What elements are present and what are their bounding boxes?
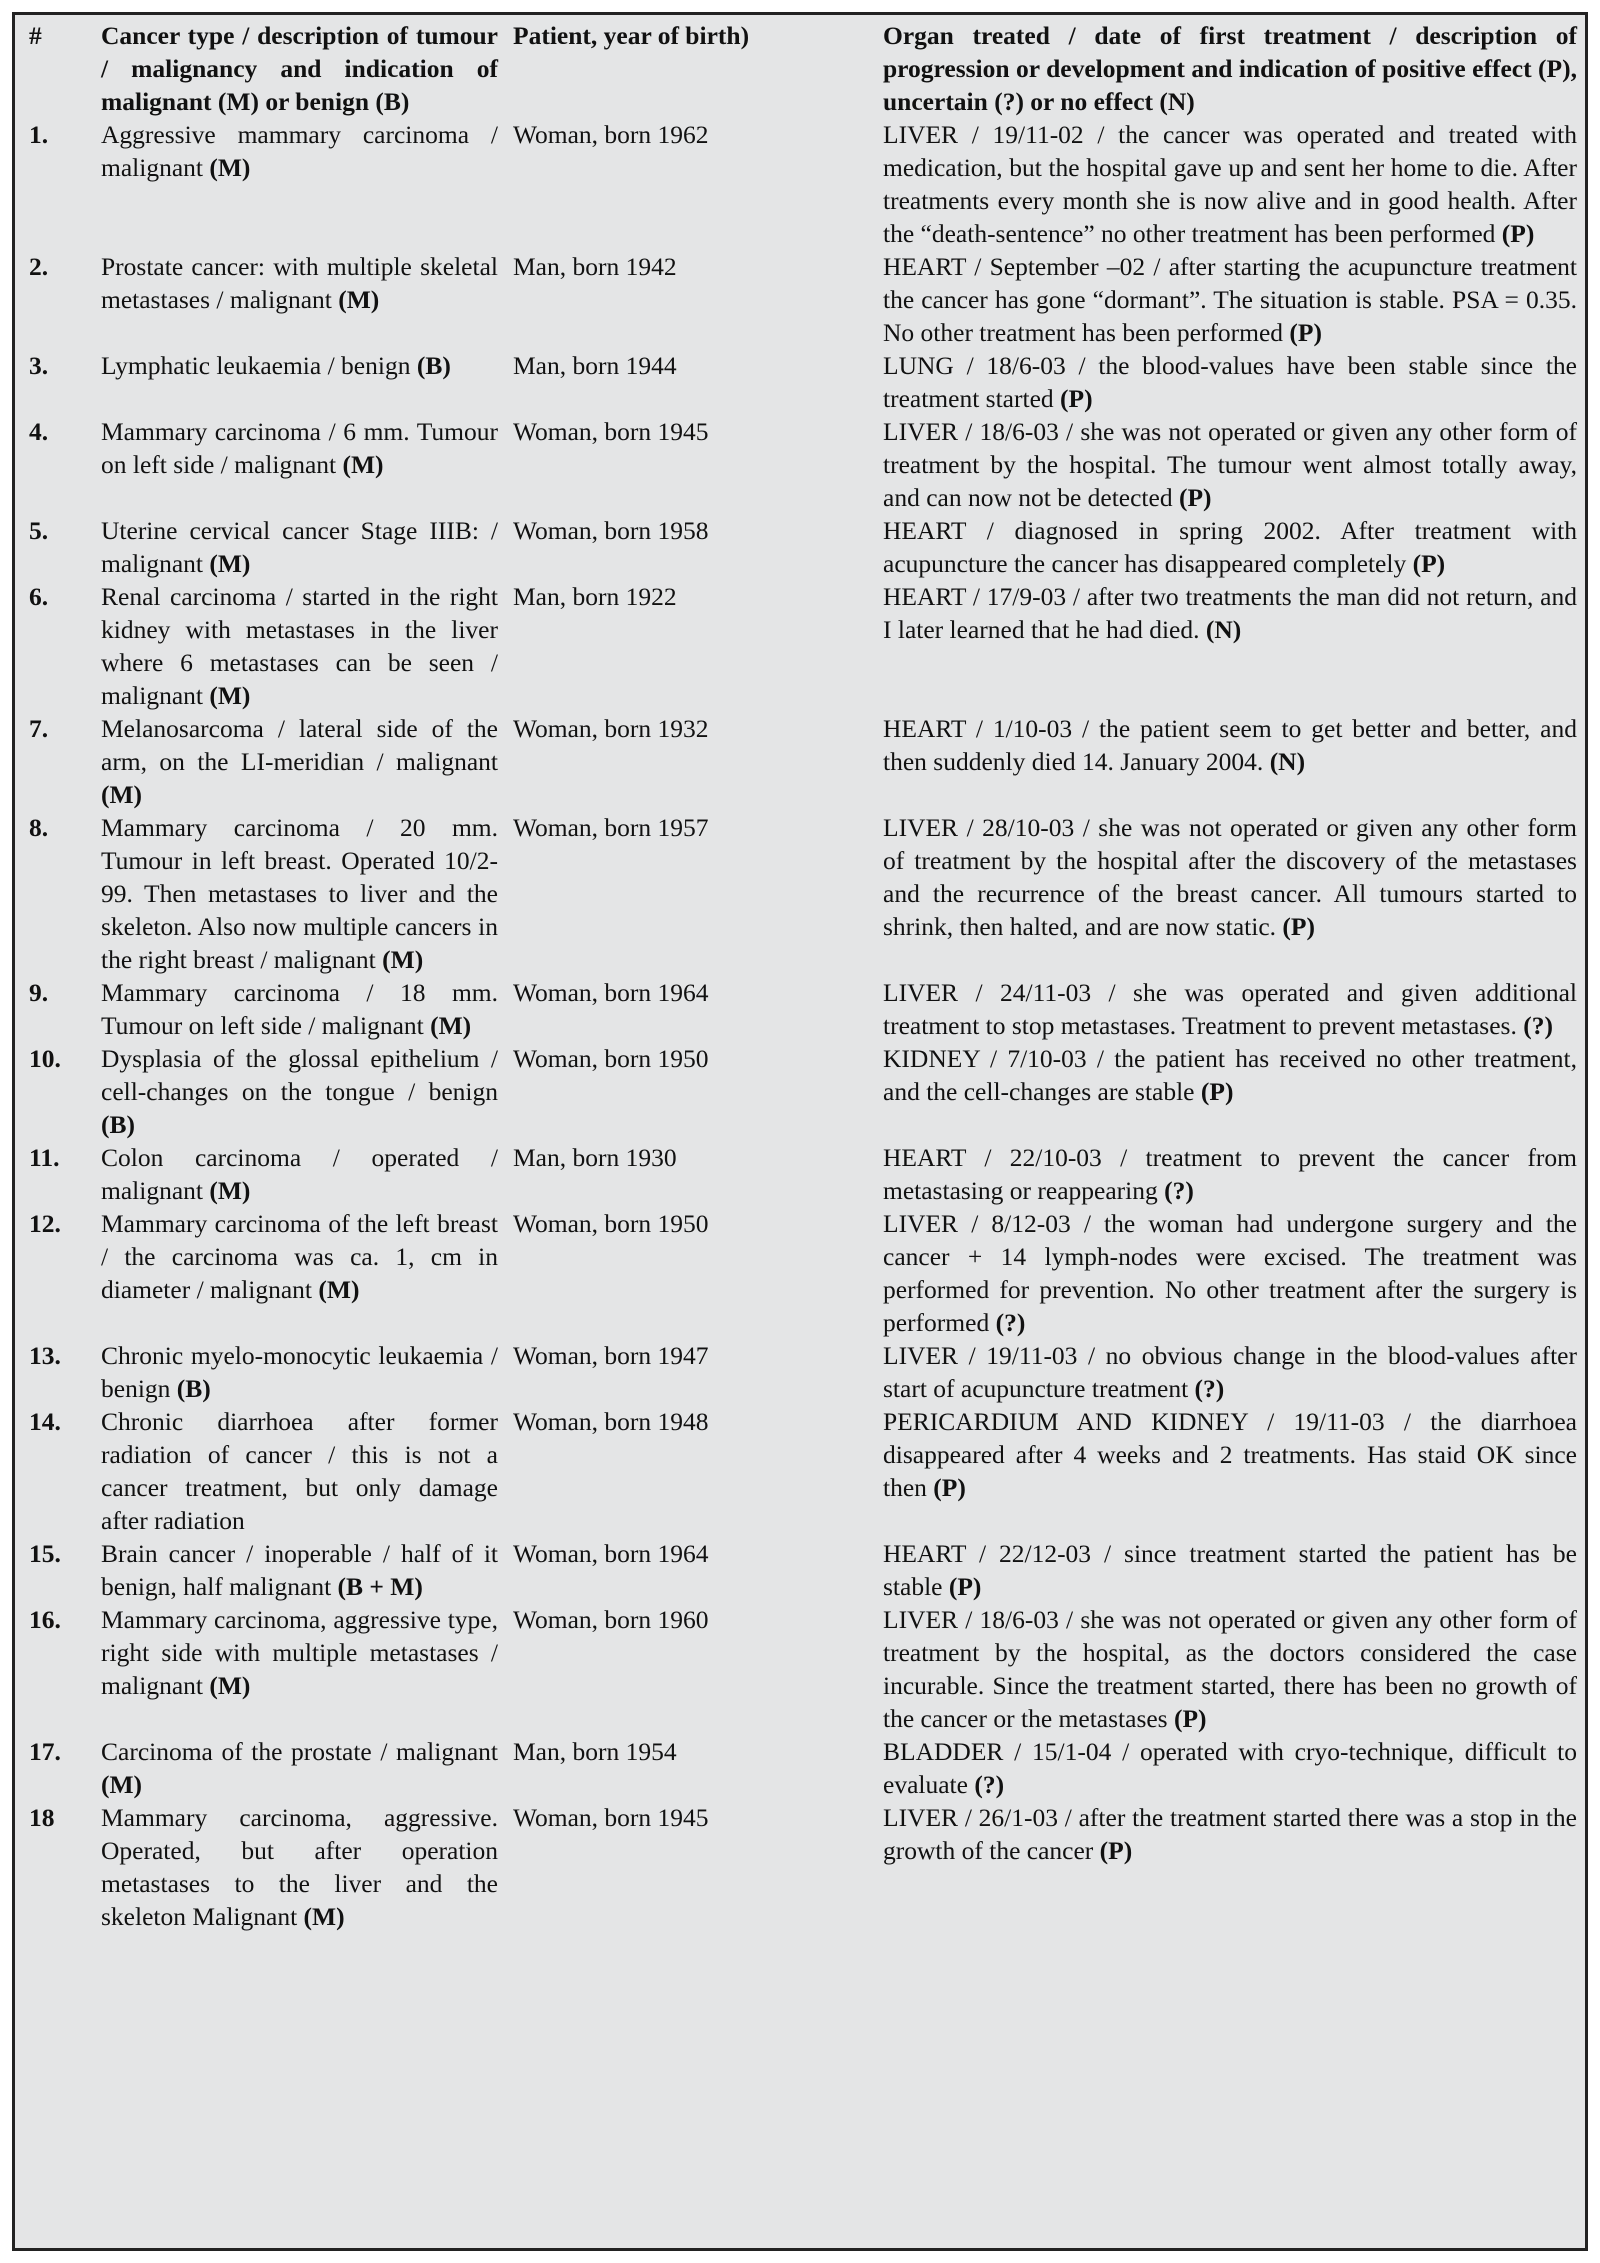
table-row xyxy=(23,1603,1577,1735)
cancer-type-text: Colon carcinoma / operated / malignant xyxy=(101,1143,498,1205)
organ-cell xyxy=(883,1207,1577,1339)
gap xyxy=(498,1537,513,1603)
table-row xyxy=(23,1405,1577,1537)
malignancy-code: (M) xyxy=(101,780,143,809)
table-row xyxy=(23,1339,1577,1405)
document-frame xyxy=(12,12,1588,2251)
malignancy-code: (M) xyxy=(303,1902,345,1931)
malignancy-code: (B) xyxy=(101,1110,135,1139)
organ-cell xyxy=(883,1339,1577,1405)
table-row xyxy=(23,1537,1577,1603)
cancer-type-cell xyxy=(101,250,498,349)
header-organ: Organ treated / date of first treatment / description of progression or development and indication of positive effect (P), uncertain (?) or no effect (N) xyxy=(883,21,1577,116)
patient-cell: Woman, born 1964 xyxy=(513,1539,709,1568)
table-row xyxy=(23,1735,1577,1801)
patient-cell: Man, born 1930 xyxy=(513,1143,677,1172)
cancer-type-cell xyxy=(101,1603,498,1735)
malignancy-code: (M) xyxy=(382,945,424,974)
organ-text: LIVER / 26/1-03 / after the treatment started there was a stop in the growth of the cancer xyxy=(883,1803,1577,1865)
effect-code: (?) xyxy=(995,1308,1026,1337)
table-body xyxy=(23,118,1577,1933)
row-number: 9. xyxy=(29,978,49,1007)
cancer-type-text: Uterine cervical cancer Stage IIIB: / malignant xyxy=(101,516,498,578)
organ-cell xyxy=(883,580,1577,712)
cancer-type-text: Chronic diarrhoea after former radiation of cancer / this is not a cancer treatment, but only damage after radiation xyxy=(101,1407,498,1535)
cancer-type-text: Lymphatic leukaemia / benign xyxy=(101,351,411,380)
effect-code: (?) xyxy=(974,1770,1005,1799)
gap xyxy=(498,1207,513,1339)
malignancy-code: (B + M) xyxy=(337,1572,423,1601)
cancer-type-text: Mammary carcinoma / 18 mm. Tumour on left side / malignant xyxy=(101,978,498,1040)
effect-code: (P) xyxy=(933,1473,966,1502)
cancer-type-cell xyxy=(101,1141,498,1207)
row-number: 6. xyxy=(29,582,49,611)
row-number: 10. xyxy=(29,1044,61,1073)
gap xyxy=(498,1405,513,1537)
gap xyxy=(498,1801,513,1933)
gap xyxy=(498,1339,513,1405)
row-number: 5. xyxy=(29,516,49,545)
gap xyxy=(498,415,513,514)
cancer-type-cell xyxy=(101,811,498,976)
malignancy-code: (M) xyxy=(342,450,384,479)
organ-cell xyxy=(883,349,1577,415)
organ-cell xyxy=(883,976,1577,1042)
patient-cell: Man, born 1922 xyxy=(513,582,677,611)
organ-text: LIVER / 18/6-03 / she was not operated or given any other form of treatment by the hospital, as the doctors considered the case incurable. Since the treatment started, there has been no growth of the cancer or the metastases xyxy=(883,1605,1577,1733)
table-row xyxy=(23,580,1577,712)
table-row xyxy=(23,976,1577,1042)
organ-text: HEART / 22/10-03 / treatment to prevent the cancer from metastasing or reappearing xyxy=(883,1143,1577,1205)
table-row xyxy=(23,250,1577,349)
patient-cell: Woman, born 1958 xyxy=(513,516,709,545)
row-number: 3. xyxy=(29,351,49,380)
row-number: 18 xyxy=(29,1803,55,1832)
header-patient: Patient, year of birth) xyxy=(513,21,750,50)
table-row xyxy=(23,712,1577,811)
gap xyxy=(498,514,513,580)
organ-cell xyxy=(883,1603,1577,1735)
table-row xyxy=(23,1141,1577,1207)
effect-code: (P) xyxy=(1173,1704,1207,1733)
organ-cell xyxy=(883,1735,1577,1801)
gap xyxy=(498,811,513,976)
gap xyxy=(498,976,513,1042)
cancer-type-text: Carcinoma of the prostate / malignant xyxy=(101,1737,498,1766)
row-number: 13. xyxy=(29,1341,61,1370)
cancer-type-cell xyxy=(101,976,498,1042)
malignancy-code: (B) xyxy=(416,351,451,380)
organ-cell xyxy=(883,250,1577,349)
row-number: 8. xyxy=(29,813,49,842)
row-number: 15. xyxy=(29,1539,61,1568)
row-number: 1. xyxy=(29,120,49,149)
row-number: 11. xyxy=(29,1143,60,1172)
organ-text: HEART / 17/9-03 / after two treatments the man did not return, and I later learned that he had died. xyxy=(883,582,1577,644)
malignancy-code: (M) xyxy=(318,1275,360,1304)
cancer-type-text: Mammary carcinoma / 6 mm. Tumour on left side / malignant xyxy=(101,417,498,479)
effect-code: (N) xyxy=(1205,615,1242,644)
row-number: 12. xyxy=(29,1209,61,1238)
effect-code: (?) xyxy=(1523,1011,1553,1040)
organ-text: HEART / September –02 / after starting the acupuncture treatment the cancer has gone “dormant”. The situation is stable. PSA = 0.35. No other treatment has been performed xyxy=(883,252,1577,347)
table-row xyxy=(23,415,1577,514)
organ-text: LUNG / 18/6-03 / the blood-values have been stable since the treatment started xyxy=(883,351,1577,413)
malignancy-code: (M) xyxy=(209,549,251,578)
organ-text: LIVER / 28/10-03 / she was not operated or given any other form of treatment by the hospital after the discovery of the metastases and the recurrence of the breast cancer. All tumours started to shrink, then halted, and are now static. xyxy=(883,813,1577,941)
cancer-type-cell xyxy=(101,580,498,712)
patient-cell: Woman, born 1947 xyxy=(513,1341,709,1370)
cancer-type-text: Mammary carcinoma, aggressive type, right side with multiple metastases / malignant xyxy=(101,1605,498,1700)
organ-text: LIVER / 18/6-03 / she was not operated or given any other form of treatment by the hospital. The tumour went almost totally away, and can now not be detected xyxy=(883,417,1577,512)
row-number: 17. xyxy=(29,1737,61,1766)
cancer-type-text: Mammary carcinoma / 20 mm. Tumour in left breast. Operated 10/2-99. Then metastases to liver and the skeleton. Also now multiple cancers in the right breast / malignant xyxy=(101,813,498,974)
organ-text: HEART / diagnosed in spring 2002. After treatment with acupuncture the cancer has disappeared completely xyxy=(883,516,1577,578)
cancer-type-cell xyxy=(101,349,498,415)
patient-cell: Woman, born 1950 xyxy=(513,1044,709,1073)
table-row xyxy=(23,1801,1577,1933)
table-row xyxy=(23,1207,1577,1339)
cancer-type-text: Melanosarcoma / lateral side of the arm, on the LI-meridian / malignant xyxy=(101,714,498,776)
cancer-type-cell xyxy=(101,1735,498,1801)
effect-code: (P) xyxy=(1289,318,1322,347)
table-row xyxy=(23,118,1577,250)
cancer-type-cell xyxy=(101,514,498,580)
patient-cell: Woman, born 1948 xyxy=(513,1407,709,1436)
effect-code: (P) xyxy=(1412,549,1446,578)
effect-code: (P) xyxy=(1099,1836,1133,1865)
treatment-table xyxy=(23,19,1577,1933)
patient-cell: Man, born 1954 xyxy=(513,1737,677,1766)
organ-text: HEART / 22/12-03 / since treatment started the patient has be stable xyxy=(883,1539,1577,1601)
row-number: 16. xyxy=(29,1605,61,1634)
malignancy-code: (M) xyxy=(209,1671,251,1700)
gap xyxy=(498,580,513,712)
organ-text: LIVER / 8/12-03 / the woman had undergone surgery and the cancer + 14 lymph-nodes were excised. The treatment was performed for prevention. No other treatment after the surgery is performed xyxy=(883,1209,1577,1337)
organ-cell xyxy=(883,811,1577,976)
cancer-type-text: Renal carcinoma / started in the right kidney with metastases in the liver where 6 metastases can be seen / malignant xyxy=(101,582,498,710)
malignancy-code: (M) xyxy=(430,1011,472,1040)
row-number: 14. xyxy=(29,1407,61,1436)
cancer-type-cell xyxy=(101,1405,498,1537)
gap xyxy=(498,1603,513,1735)
organ-text: PERICARDIUM AND KIDNEY / 19/11-03 / the diarrhoea disappeared after 4 weeks and 2 treatments. Has staid OK since then xyxy=(883,1407,1577,1502)
row-number: 7. xyxy=(29,714,49,743)
organ-text: KIDNEY / 7/10-03 / the patient has received no other treatment, and the cell-changes are stable xyxy=(883,1044,1577,1106)
organ-text: HEART / 1/10-03 / the patient seem to get better and better, and then suddenly died 14. January 2004. xyxy=(883,714,1577,776)
header-row xyxy=(23,19,1577,118)
cancer-type-cell xyxy=(101,1801,498,1933)
malignancy-code: (M) xyxy=(338,285,380,314)
table-row xyxy=(23,349,1577,415)
patient-cell: Woman, born 1964 xyxy=(513,978,709,1007)
organ-cell xyxy=(883,415,1577,514)
patient-cell: Woman, born 1962 xyxy=(513,120,709,149)
cancer-type-text: Mammary carcinoma, aggressive. Operated, but after operation metastases to the liver and the skeleton Malignant xyxy=(101,1803,498,1931)
organ-cell xyxy=(883,1042,1577,1141)
patient-cell: Man, born 1942 xyxy=(513,252,677,281)
organ-text: LIVER / 19/11-02 / the cancer was operated and treated with medication, but the hospital gave up and sent her home to die. After treatments every month she is now alive and in good health. After the “death-sentence” no other treatment has been performed xyxy=(883,120,1577,248)
patient-cell: Woman, born 1945 xyxy=(513,417,709,446)
effect-code: (P) xyxy=(1200,1077,1234,1106)
effect-code: (P) xyxy=(1178,483,1212,512)
cancer-type-cell xyxy=(101,1537,498,1603)
patient-cell: Woman, born 1950 xyxy=(513,1209,709,1238)
gap xyxy=(498,712,513,811)
cancer-type-text: Aggressive mammary carcinoma / malignant xyxy=(101,120,498,182)
cancer-type-cell xyxy=(101,1042,498,1141)
cancer-type-text: Chronic myelo-monocytic leukaemia / benign xyxy=(101,1341,498,1403)
organ-cell xyxy=(883,1537,1577,1603)
row-number: 4. xyxy=(29,417,49,446)
gap xyxy=(498,349,513,415)
cancer-type-text: Prostate cancer: with multiple skeletal metastases / malignant xyxy=(101,252,498,314)
malignancy-code: (M) xyxy=(101,1770,143,1799)
organ-text: LIVER / 19/11-03 / no obvious change in the blood-values after start of acupuncture treatment xyxy=(883,1341,1577,1403)
gap xyxy=(498,250,513,349)
malignancy-code: (M) xyxy=(209,1176,251,1205)
cancer-type-text: Brain cancer / inoperable / half of it benign, half malignant xyxy=(101,1539,498,1601)
gap xyxy=(498,1141,513,1207)
row-number: 2. xyxy=(29,252,49,281)
patient-cell: Woman, born 1957 xyxy=(513,813,709,842)
header-num: # xyxy=(29,21,42,50)
organ-text: LIVER / 24/11-03 / she was operated and given additional treatment to stop metastases. Treatment to prevent metastases. xyxy=(883,978,1577,1040)
organ-cell xyxy=(883,1405,1577,1537)
patient-cell: Woman, born 1960 xyxy=(513,1605,709,1634)
organ-cell xyxy=(883,712,1577,811)
cancer-type-cell xyxy=(101,415,498,514)
effect-code: (P) xyxy=(948,1572,982,1601)
table-row xyxy=(23,811,1577,976)
malignancy-code: (B) xyxy=(176,1374,211,1403)
table-row xyxy=(23,1042,1577,1141)
patient-cell: Woman, born 1945 xyxy=(513,1803,709,1832)
header-cancer-type: Cancer type / description of tumour / malignancy and indication of malignant (M) or benign (B) xyxy=(101,21,498,116)
cancer-type-cell xyxy=(101,712,498,811)
effect-code: (N) xyxy=(1269,747,1306,776)
malignancy-code: (M) xyxy=(209,153,251,182)
organ-cell xyxy=(883,1801,1577,1933)
organ-cell xyxy=(883,118,1577,250)
organ-cell xyxy=(883,1141,1577,1207)
table-row xyxy=(23,514,1577,580)
patient-cell: Man, born 1944 xyxy=(513,351,677,380)
effect-code: (P) xyxy=(1282,912,1315,941)
patient-cell: Woman, born 1932 xyxy=(513,714,709,743)
cancer-type-cell xyxy=(101,1339,498,1405)
cancer-type-cell xyxy=(101,118,498,250)
cancer-type-text: Mammary carcinoma of the left breast / the carcinoma was ca. 1, cm in diameter / malignant xyxy=(101,1209,498,1304)
effect-code: (P) xyxy=(1501,219,1535,248)
cancer-type-cell xyxy=(101,1207,498,1339)
gap xyxy=(498,118,513,250)
effect-code: (P) xyxy=(1060,384,1093,413)
organ-text: BLADDER / 15/1-04 / operated with cryo-technique, difficult to evaluate xyxy=(883,1737,1577,1799)
gap xyxy=(498,19,513,118)
gap xyxy=(498,1735,513,1801)
malignancy-code: (M) xyxy=(209,681,251,710)
effect-code: (?) xyxy=(1164,1176,1194,1205)
effect-code: (?) xyxy=(1194,1374,1225,1403)
gap xyxy=(498,1042,513,1141)
cancer-type-text: Dysplasia of the glossal epithelium / cell-changes on the tongue / benign xyxy=(101,1044,498,1106)
organ-cell xyxy=(883,514,1577,580)
